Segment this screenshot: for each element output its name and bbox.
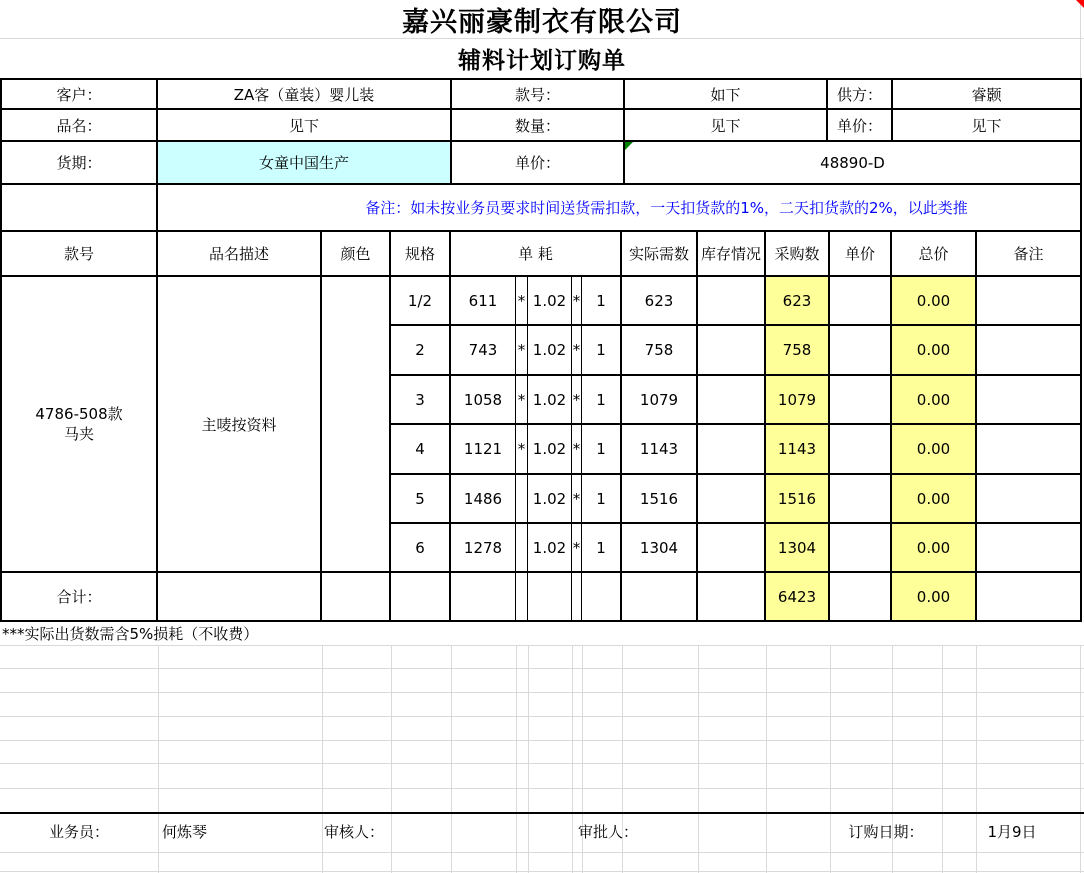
total-cell[interactable]: 0.00 [892,376,977,425]
one-cell[interactable]: 1 [582,326,622,376]
need-cell[interactable]: 1304 [622,524,698,573]
grid-line [0,38,1084,39]
total-row-empty[interactable] [698,573,766,622]
spec-cell[interactable]: 3 [391,376,451,425]
unit-price-cell[interactable] [830,376,892,425]
total-cell[interactable]: 0.00 [892,425,977,475]
product-label: 品名： [2,110,158,142]
unit-price-label: 单价： [828,110,893,142]
mult-cell[interactable]: * [516,425,528,475]
col-header-color: 颜色 [322,232,391,277]
factor-cell[interactable]: 1.02 [528,376,572,425]
remark-cell[interactable] [977,524,1082,573]
style-value[interactable]: 如下 [625,80,828,110]
col-header-purchase: 采购数 [766,232,830,277]
style-no-cell[interactable] [2,277,158,573]
col-header-spec: 规格 [391,232,451,277]
total-row-empty[interactable] [582,573,622,622]
customer-value[interactable]: ZA客（童装）婴儿装 [158,80,452,110]
need-cell[interactable]: 1143 [622,425,698,475]
mult-cell[interactable]: * [572,277,582,326]
col-header-unit-price: 单价 [830,232,892,277]
one-cell[interactable]: 1 [582,376,622,425]
need-cell[interactable]: 1516 [622,475,698,524]
grid-line [0,871,1084,872]
usage-cell[interactable]: 1486 [451,475,516,524]
purchase-cell[interactable]: 1079 [766,376,830,425]
need-cell[interactable]: 758 [622,326,698,376]
total-total-cell[interactable]: 0.00 [892,573,977,622]
total-purchase-cell[interactable]: 6423 [766,573,830,622]
col-header-need: 实际需数 [622,232,698,277]
total-row-empty[interactable] [830,573,892,622]
stock-cell[interactable] [698,326,766,376]
factor-cell[interactable]: 1.02 [528,425,572,475]
reviewer-label: 审核人： [324,822,385,841]
spec-cell[interactable]: 5 [391,475,451,524]
unit-price-cell[interactable] [830,524,892,573]
comment-marker-red-icon [1076,0,1084,8]
style-name: 马夹 [63,425,94,443]
col-header-usage: 单 耗 [451,232,622,277]
grid-line [0,763,1084,764]
col-header-total: 总价 [892,232,977,277]
mult-cell[interactable]: * [572,524,582,573]
style-no: 4786-508款 [35,405,123,423]
grid-line [0,740,1084,741]
unit-price-cell[interactable] [830,326,892,376]
mult-cell[interactable]: * [516,326,528,376]
unit-price-cell[interactable] [830,425,892,475]
purchase-cell[interactable]: 1304 [766,524,830,573]
supplier-label: 供方： [828,80,893,110]
mult-cell[interactable]: * [572,326,582,376]
mult-cell[interactable]: * [516,376,528,425]
total-row-empty[interactable] [158,573,322,622]
stock-cell[interactable] [698,475,766,524]
total-row-empty[interactable] [528,573,572,622]
spec-cell[interactable]: 6 [391,524,451,573]
total-row-empty[interactable] [322,573,391,622]
total-cell[interactable]: 0.00 [892,326,977,376]
style-label: 款号： [452,80,625,110]
unit-price-cell[interactable] [830,475,892,524]
grid-line [0,692,1084,693]
factor-cell[interactable]: 1.02 [528,475,572,524]
one-cell[interactable]: 1 [582,277,622,326]
grid-line [0,716,1084,717]
factor-cell[interactable]: 1.02 [528,326,572,376]
error-marker-green-icon [625,142,633,150]
total-row-label: 合计： [2,573,158,622]
remark-cell[interactable] [977,277,1082,326]
total-row-empty[interactable] [391,573,451,622]
grid-line [0,852,1084,853]
usage-cell[interactable]: 611 [451,277,516,326]
purchase-cell[interactable]: 1143 [766,425,830,475]
total-row-empty[interactable] [622,573,698,622]
factor-cell[interactable]: 1.02 [528,524,572,573]
grid-line [1080,0,1081,78]
col-header-remark: 备注 [977,232,1082,277]
need-cell[interactable]: 623 [622,277,698,326]
total-row-empty[interactable] [977,573,1082,622]
form-title: 辅料计划订购单 [458,46,626,74]
total-cell[interactable]: 0.00 [892,277,977,326]
mult-cell[interactable]: * [572,425,582,475]
spec-cell[interactable]: 2 [391,326,451,376]
delivery-value[interactable]: 女童中国生产 [158,142,452,185]
product-value[interactable]: 见下 [158,110,452,142]
purchase-cell[interactable]: 1516 [766,475,830,524]
mult-cell[interactable]: * [572,475,582,524]
one-cell[interactable]: 1 [582,524,622,573]
grid-line [572,645,573,873]
one-cell[interactable]: 1 [582,475,622,524]
supplier-value[interactable]: 睿颢 [893,80,1082,110]
total-row-empty[interactable] [451,573,516,622]
order-date-value[interactable]: 1月9日 [987,822,1037,841]
grid-line [158,645,159,873]
total-cell[interactable]: 0.00 [892,475,977,524]
usage-cell[interactable]: 1058 [451,376,516,425]
quantity-value[interactable]: 见下 [625,110,828,142]
quantity-label: 数量： [452,110,625,142]
one-cell[interactable]: 1 [582,425,622,475]
salesperson-value[interactable]: 何炼琴 [162,822,208,841]
mult-cell[interactable]: * [516,277,528,326]
order-code-value[interactable]: 48890-D [625,142,1082,185]
grid-line [322,645,323,873]
mult-cell[interactable]: * [572,376,582,425]
remark-cell[interactable] [977,425,1082,475]
reviewer-value[interactable] [448,812,568,850]
remark-cell[interactable] [977,475,1082,524]
stock-cell[interactable] [698,524,766,573]
order-date-label: 订购日期： [848,822,924,841]
grid-line [0,668,1084,669]
usage-cell[interactable]: 1121 [451,425,516,475]
unit-price-value[interactable]: 见下 [893,110,1082,142]
color-cell[interactable] [322,277,391,573]
price2-label: 单价： [452,142,625,185]
total-row-empty[interactable] [516,573,528,622]
unit-price-cell[interactable] [830,277,892,326]
purchase-cell[interactable]: 758 [766,326,830,376]
usage-cell[interactable]: 1278 [451,524,516,573]
grid-line [0,645,1084,646]
col-header-style: 款号 [2,232,158,277]
remark-cell[interactable] [977,376,1082,425]
grid-line [0,788,1084,789]
grid-line [698,645,699,873]
need-cell[interactable]: 1079 [622,376,698,425]
mult-cell[interactable] [516,524,528,573]
company-title: 嘉兴丽豪制衣有限公司 [402,6,682,38]
factor-cell[interactable]: 1.02 [528,277,572,326]
customer-label: 客户： [2,80,158,110]
stock-cell[interactable] [698,376,766,425]
total-row-empty[interactable] [572,573,582,622]
stock-cell[interactable] [698,425,766,475]
remark-cell[interactable] [977,326,1082,376]
total-cell[interactable]: 0.00 [892,524,977,573]
usage-cell[interactable]: 743 [451,326,516,376]
spec-cell[interactable]: 4 [391,425,451,475]
mult-cell[interactable] [516,475,528,524]
note-left-cell [2,185,158,232]
salesperson-label: 业务员： [48,822,109,841]
stock-cell[interactable] [698,277,766,326]
note-text: 备注：如未按业务员要求时间送货需扣款，一天扣货款的1%，二天扣货款的2%，以此类推 [158,185,1082,232]
description-cell[interactable]: 主唛按资料 [158,277,322,573]
approver-value[interactable] [700,812,820,850]
approver-label: 审批人： [578,822,639,841]
col-header-stock: 库存情况 [698,232,766,277]
purchase-cell[interactable]: 623 [766,277,830,326]
col-header-desc: 品名描述 [158,232,322,277]
footnote-text: ***实际出货数需含5%损耗（不收费） [2,625,259,643]
delivery-label: 货期： [2,142,158,185]
spec-cell[interactable]: 1/2 [391,277,451,326]
